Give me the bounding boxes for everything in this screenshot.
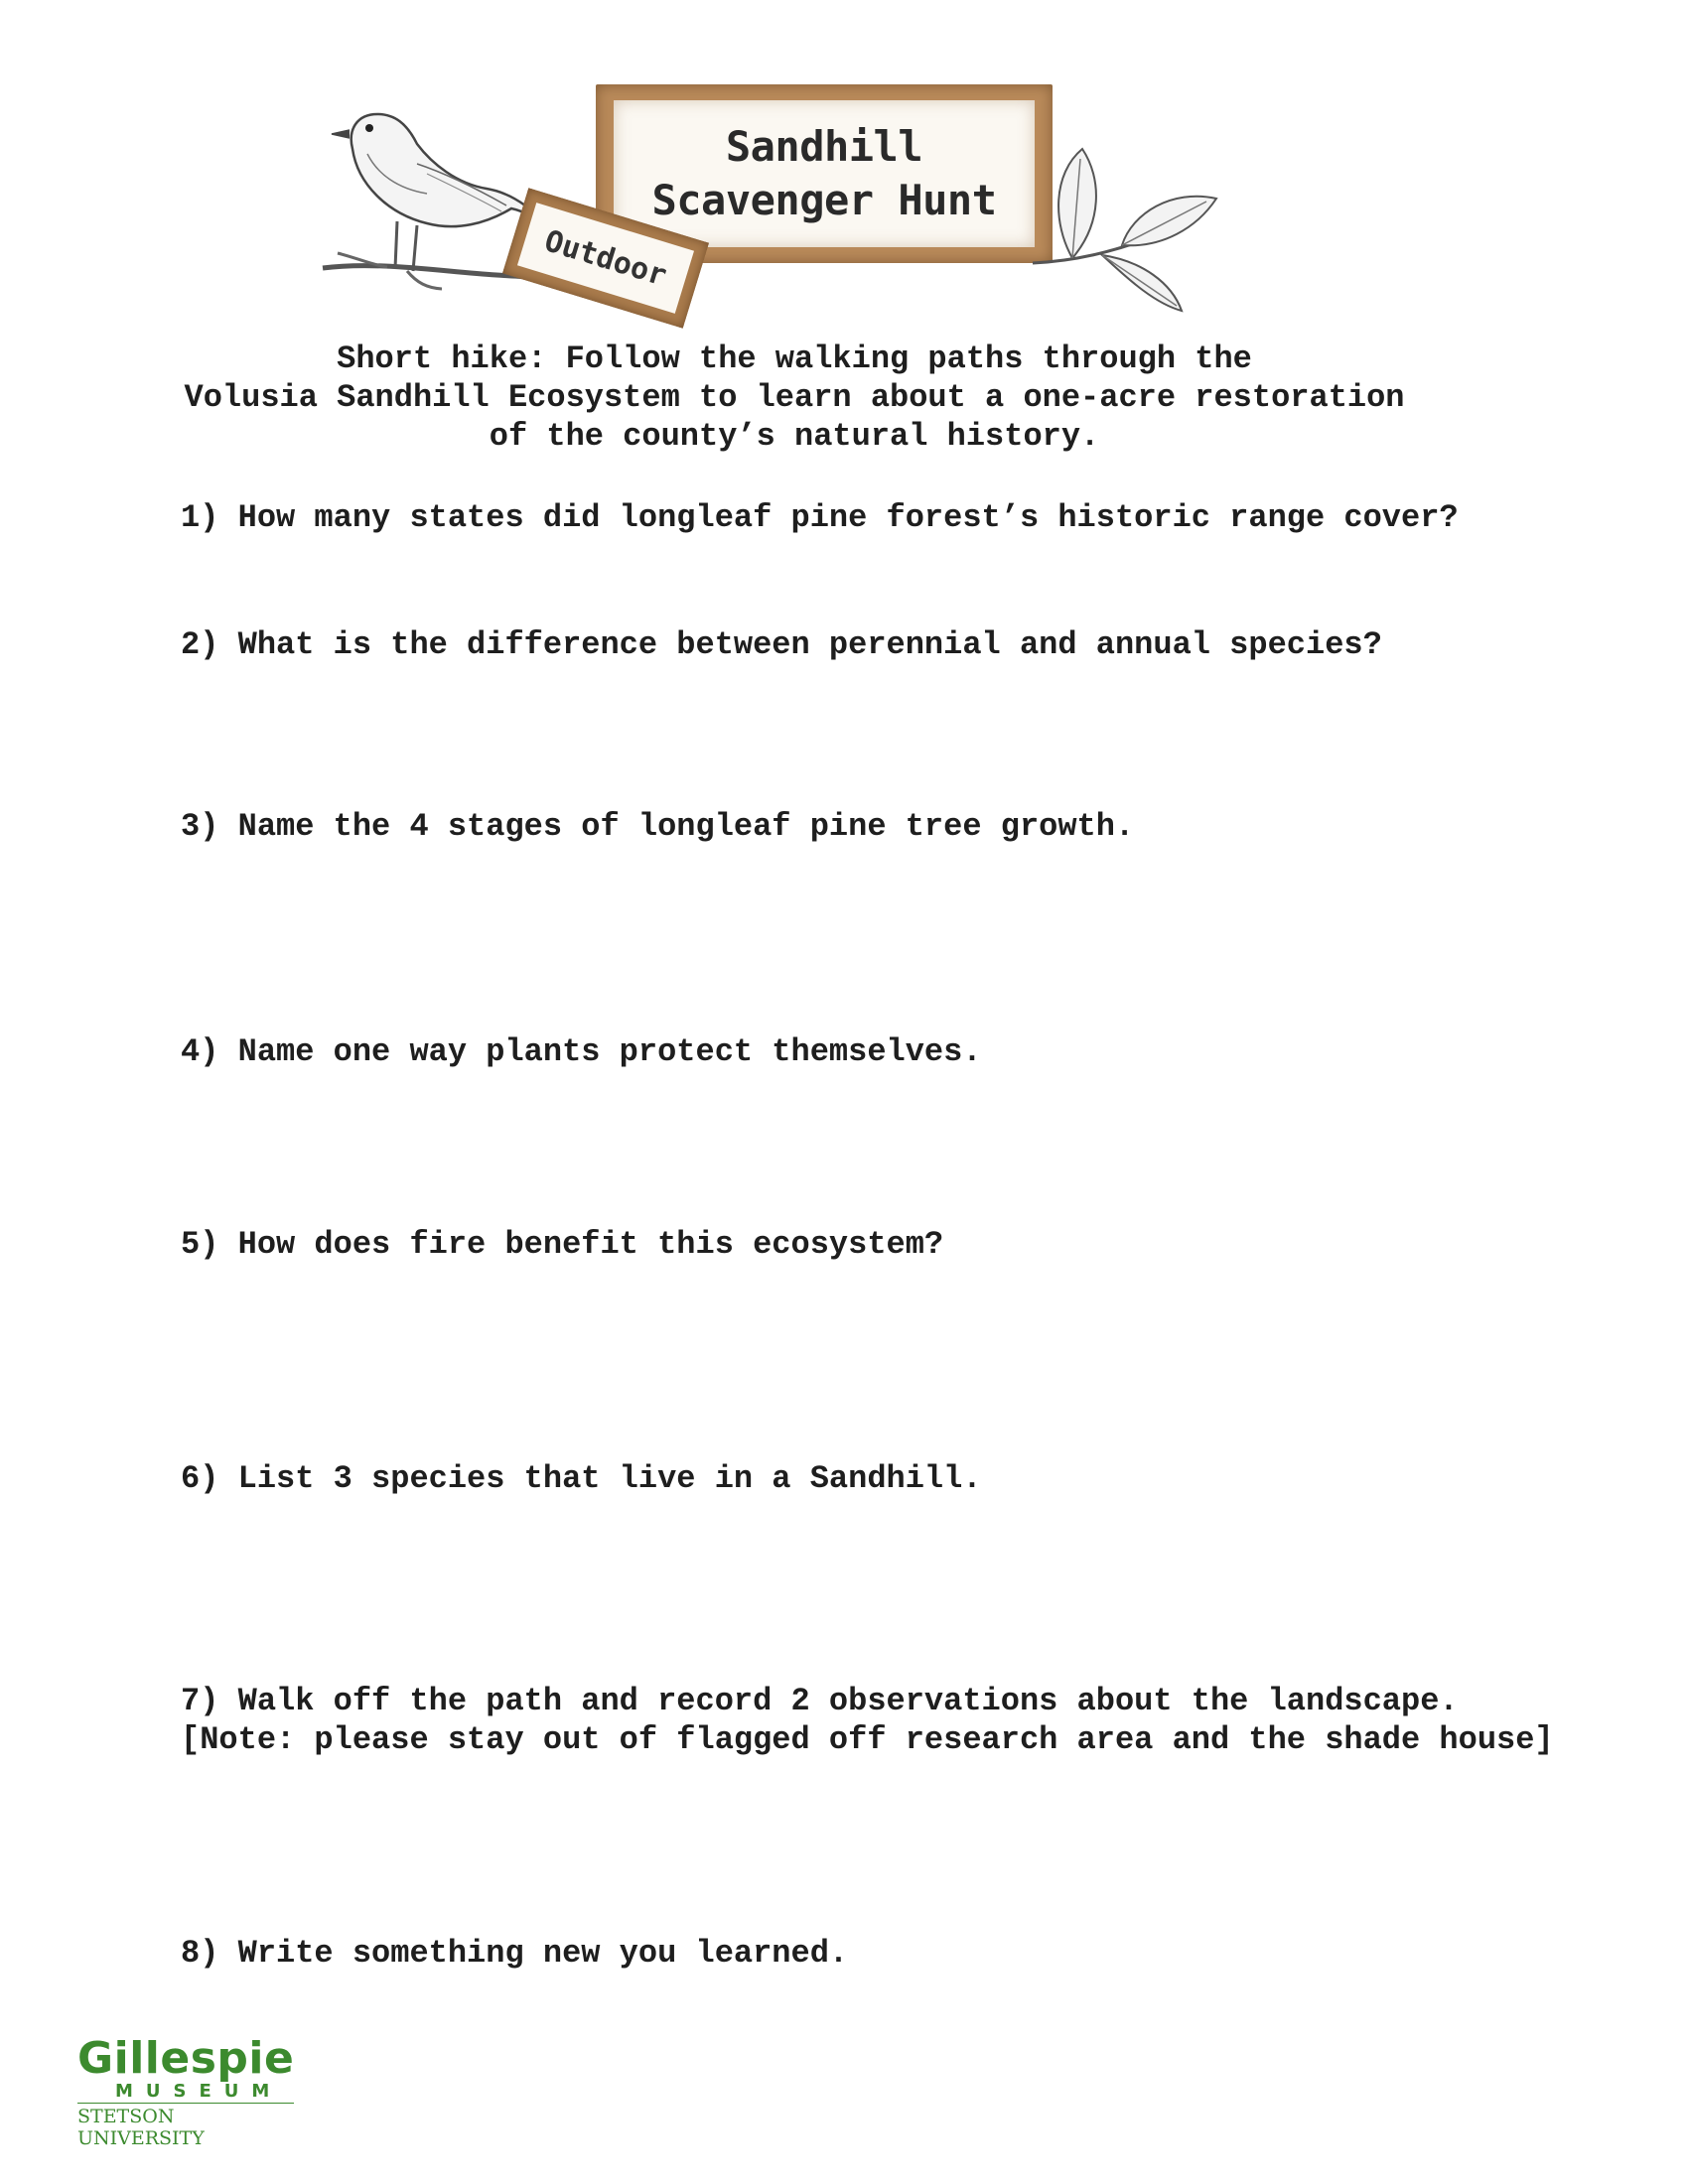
question-5: [181, 1225, 943, 1264]
question-2: [181, 625, 1382, 664]
gillespie-museum-logo: [77, 2033, 316, 2149]
logo-name: Gillespie: [77, 2033, 295, 2084]
question-text: 4) Name one way plants protect themselves.: [181, 1033, 982, 1070]
question-text: 6) List 3 species that live in a Sandhill.: [181, 1460, 982, 1497]
question-text: 7) Walk off the path and record 2 observations about the landscape.: [181, 1683, 1459, 1719]
title-line-1: Sandhill: [725, 122, 923, 171]
intro-line-1: Short hike: Follow the walking paths through the: [337, 341, 1252, 377]
intro-line-3: of the county’s natural history.: [489, 418, 1100, 455]
question-1: [181, 498, 1459, 537]
question-7: [181, 1682, 1554, 1759]
question-8: [181, 1934, 848, 1973]
outdoor-tag-label: Outdoor: [517, 203, 694, 314]
leaves-icon: [1013, 144, 1221, 313]
intro-text: [149, 340, 1440, 456]
question-3: [181, 807, 1134, 846]
question-text: 1) How many states did longleaf pine forest’s historic range cover?: [181, 499, 1459, 536]
question-4: [181, 1032, 982, 1071]
intro-line-2: Volusia Sandhill Ecosystem to learn about a one-acre restoration: [184, 379, 1405, 416]
logo-university: STETSON UNIVERSITY: [77, 2103, 294, 2149]
question-note: [Note: please stay out of flagged off research area and the shade house]: [181, 1721, 1554, 1758]
title-line-2: Scavenger Hunt: [651, 176, 997, 224]
question-text: 8) Write something new you learned.: [181, 1935, 849, 1972]
question-text: 3) Name the 4 stages of longleaf pine tree growth.: [181, 808, 1135, 845]
question-text: 5) How does fire benefit this ecosystem?: [181, 1226, 944, 1263]
question-text: 2) What is the difference between perennial and annual species?: [181, 626, 1382, 663]
header: [318, 74, 1211, 333]
question-6: [181, 1459, 982, 1498]
logo-museum: MUSEUM: [115, 2081, 283, 2102]
